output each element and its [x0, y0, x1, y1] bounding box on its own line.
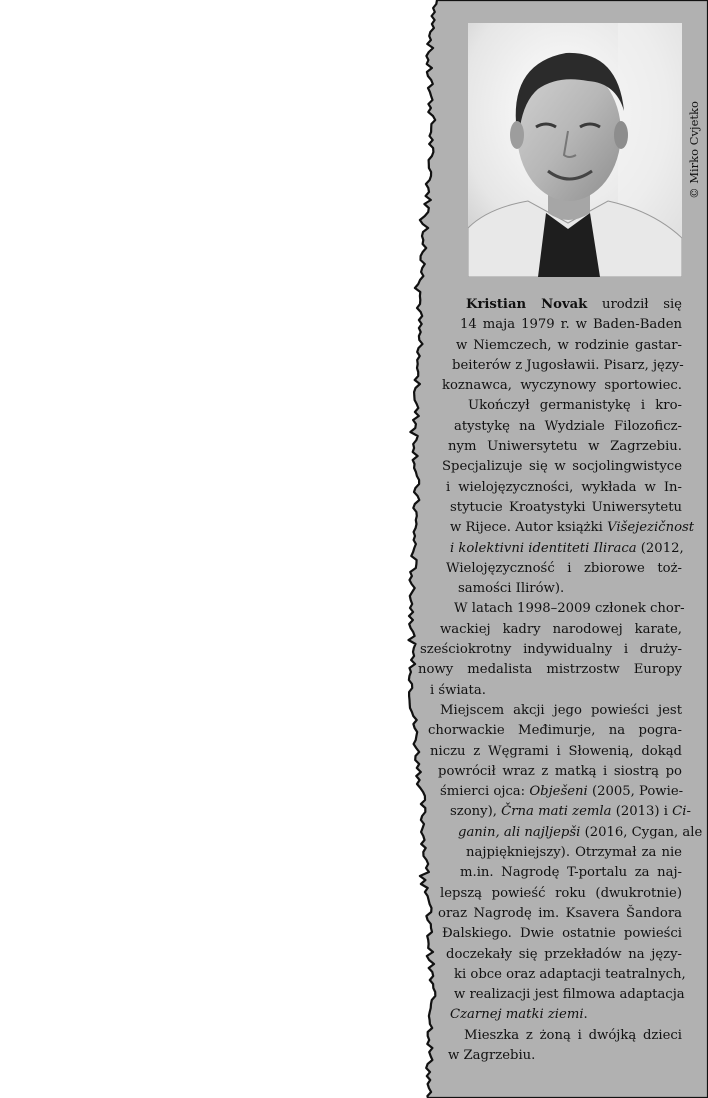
- author-name: Kristian Novak: [466, 297, 588, 312]
- bio-line: oraz Nagrodę im. Ksavera Šandora: [438, 905, 682, 921]
- bio-line: Đalskiego. Dwie ostatnie powieści: [442, 926, 682, 942]
- bio-line: w Niemczech, w rodzinie gastar-: [456, 337, 682, 353]
- bio-text: .: [583, 1007, 588, 1023]
- bio-line: i wielojęzyczności, wykłada w In-: [446, 479, 682, 495]
- book-title: ganin, ali najljepši: [458, 824, 581, 840]
- book-title: Višejezičnost: [607, 520, 695, 536]
- bio-text: (2005, Powie-: [587, 784, 684, 800]
- book-title: Črna mati zemla: [501, 804, 612, 820]
- bio-line: [408, 539, 682, 559]
- bio-line: w realizacji jest filmowa adaptacja: [454, 987, 685, 1003]
- bio-line: samości Ilirów).: [458, 581, 565, 597]
- bio-line: Wielojęzyczność i zbiorowe toż-: [446, 560, 682, 576]
- bio-line: [408, 1005, 682, 1025]
- bio-line: [408, 518, 695, 538]
- author-photo: [468, 23, 682, 277]
- bio-line: 14 maja 1979 r. w Baden-Baden: [460, 317, 682, 333]
- bio-line: w Zagrzebiu.: [448, 1047, 536, 1063]
- bio-text: urodził się: [587, 297, 682, 312]
- bio-line: [408, 802, 691, 822]
- bio-line: niczu z Węgrami i Słowenią, dokąd: [430, 743, 682, 759]
- bio-line: m.in. Nagrodę T-portalu za naj-: [460, 865, 682, 881]
- bio-line: [408, 823, 703, 843]
- bio-line: chorwackie Međimurje, na pogra-: [428, 723, 682, 739]
- bio-line: Mieszka z żoną i dwójką dzieci: [464, 1027, 682, 1043]
- bio-line: Miejscem akcji jego powieści jest: [440, 702, 682, 718]
- bio-text: w Rijece. Autor książki: [450, 520, 608, 536]
- book-title: i kolektivni identiteti Iliraca: [450, 540, 637, 556]
- author-biography: [408, 295, 703, 1066]
- bio-line: beiterów z Jugosławii. Pisarz, języ-: [452, 357, 684, 373]
- bio-line: lepszą powieść roku (dwukrotnie): [440, 885, 682, 901]
- bio-text: (2012,: [636, 540, 684, 556]
- bio-line: Ukończył germanistykę i kro-: [468, 398, 682, 414]
- bio-line: nym Uniwersytetu w Zagrzebiu.: [448, 439, 682, 455]
- bio-line: i świata.: [430, 682, 486, 698]
- book-title: Obješeni: [529, 784, 588, 800]
- bio-line: powrócił wraz z matką i siostrą po: [438, 763, 682, 779]
- bio-line: W latach 1998–2009 członek chor-: [454, 601, 685, 617]
- book-title: Czarnej matki ziemi: [450, 1007, 584, 1023]
- bio-line: atystykę na Wydziale Filozoficz-: [454, 418, 682, 434]
- photo-credit: [686, 23, 702, 277]
- bio-line: [408, 295, 682, 315]
- bio-line: wackiej kadry narodowej karate,: [440, 621, 682, 637]
- bio-line: sześciokrotny indywidualny i druży-: [420, 642, 682, 658]
- photo-credit-text: © Mirko Cvjetko: [687, 101, 701, 199]
- bio-line: najpiękniejszy). Otrzymał za nie: [466, 845, 682, 861]
- bio-line: koznawca, wyczynowy sportowiec.: [442, 378, 682, 394]
- bio-line: Specjalizuje się w socjolingwistyce: [442, 459, 682, 475]
- bio-line: ki obce oraz adaptacji teatralnych,: [454, 966, 686, 982]
- bio-text: szony),: [450, 804, 502, 820]
- bio-text: (2013) i: [611, 804, 673, 820]
- bio-line: nowy medalista mistrzostw Europy: [418, 662, 682, 678]
- bio-text: (2016, Cygan, ale: [580, 824, 703, 840]
- bio-line: stytucie Kroatystyki Uniwersytetu: [450, 499, 682, 515]
- book-title: Ci-: [672, 804, 691, 820]
- bio-line: [408, 782, 682, 802]
- bio-line: doczekały się przekładów na języ-: [446, 946, 682, 962]
- bio-text: śmierci ojca:: [440, 784, 530, 800]
